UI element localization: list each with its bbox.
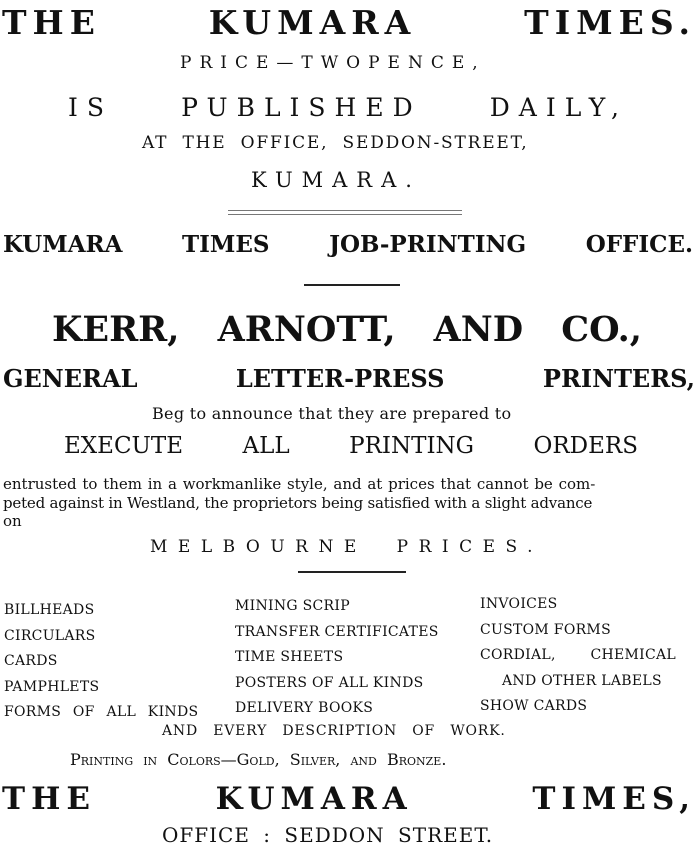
service-item: TIME SHEETS [235, 649, 344, 665]
body-text-line: on [3, 512, 22, 530]
firm-word: CO., [561, 309, 642, 350]
firm-word: AND [433, 309, 524, 350]
masthead-title [2, 3, 696, 42]
announce-line: Beg to announce that they are prepared to [152, 404, 512, 423]
masthead-title-word: TIMES. [524, 3, 696, 42]
trade-word: LETTER-PRESS [235, 364, 445, 393]
service-item: CARDS [4, 653, 58, 669]
firm-word: ARNOTT, [217, 309, 396, 350]
service-item: FORMS OF ALL KINDS [4, 704, 199, 720]
job-heading-word: TIMES [182, 231, 270, 258]
service-item: POSTERS OF ALL KINDS [235, 674, 424, 691]
execute-word: ALL [242, 433, 290, 459]
service-item: PAMPHLETS [4, 678, 100, 695]
services-col-right [480, 592, 696, 720]
footer-title-word: TIMES, [532, 781, 696, 817]
service-item: AND OTHER LABELS [502, 672, 662, 689]
services-col-middle [235, 594, 439, 722]
published-word: PUBLISHED [181, 93, 422, 122]
firm-word: KERR, [52, 309, 180, 350]
trade-word: GENERAL [3, 364, 138, 393]
trade-word: PRINTERS, [542, 364, 695, 393]
footer-title [2, 781, 696, 817]
short-rule [298, 571, 406, 573]
short-rule [304, 284, 400, 286]
service-item: BILLHEADS [4, 602, 95, 618]
services-col-left [4, 598, 198, 726]
trade-line [3, 364, 695, 393]
execute-word: PRINTING [349, 433, 475, 459]
melbourne-prices-line: MELBOURNE PRICES. [150, 537, 543, 557]
every-description-line: AND EVERY DESCRIPTION OF WORK. [162, 723, 506, 739]
body-text-line: entrusted to them in a workmanlike style, and at prices that cannot be com- [3, 475, 596, 493]
masthead-title-word: KUMARA [208, 3, 417, 42]
service-item: CORDIAL, CHEMICAL [480, 647, 677, 663]
separator-rule [228, 210, 462, 211]
job-heading-word: JOB-PRINTING [329, 231, 527, 258]
service-item: MINING SCRIP [235, 598, 350, 614]
service-item: CUSTOM FORMS [480, 621, 611, 638]
office-address-line: AT THE OFFICE, SEDDON-STREET, [142, 133, 529, 153]
service-item: SHOW CARDS [480, 698, 588, 714]
service-item: TRANSFER CERTIFICATES [235, 623, 439, 640]
town-line: KUMARA. [251, 168, 421, 192]
published-word: DAILY, [489, 93, 628, 122]
masthead-title-word: THE [2, 3, 101, 42]
footer-office-line: OFFICE : SEDDON STREET. [162, 823, 494, 847]
published-word: IS [68, 93, 114, 122]
footer-title-word: THE [2, 781, 96, 817]
execute-word: EXECUTE [64, 433, 184, 459]
published-daily-line [68, 95, 628, 120]
service-item: CIRCULARS [4, 627, 96, 644]
job-heading-word: KUMARA [3, 231, 123, 258]
footer-title-word: KUMARA [215, 781, 413, 817]
job-printing-heading [3, 233, 693, 256]
execute-word: ORDERS [533, 433, 638, 459]
execute-line [64, 435, 638, 458]
printing-colors-line: Printing in Colors—Gold, Silver, and Bronze. [70, 750, 447, 769]
price-line: PRICE—TWOPENCE, [180, 53, 486, 73]
body-text-line: peted against in Westland, the proprietors being satisfied with a slight advance [3, 494, 593, 512]
firm-name [52, 309, 642, 350]
separator-rule [228, 214, 462, 215]
service-item: INVOICES [480, 596, 558, 612]
job-heading-word: OFFICE. [585, 231, 693, 258]
service-item: DELIVERY BOOKS [235, 700, 374, 716]
